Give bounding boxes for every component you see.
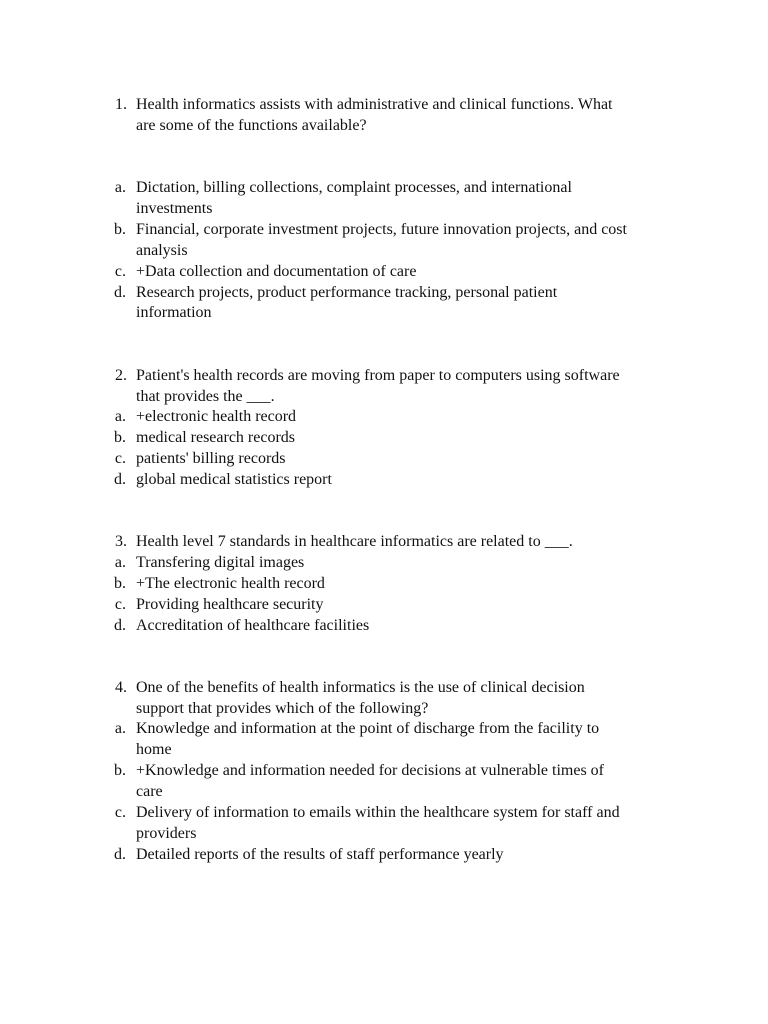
question-text: Health level 7 standards in healthcare informatics are related to ___. <box>136 533 573 550</box>
option-letter: d. <box>114 846 126 863</box>
question-1-option-a-cont <box>0 198 768 219</box>
option-text: Delivery of information to emails within the healthcare system for staff and <box>136 804 620 821</box>
option-letter: d. <box>114 617 126 634</box>
option-text: Research projects, product performance tracking, personal patient <box>136 284 558 301</box>
question-text: One of the benefits of health informatics is the use of clinical decision <box>136 679 585 696</box>
option-text: Knowledge and information at the point of discharge from the facility to <box>136 720 600 737</box>
question-3-option-b <box>0 573 768 594</box>
question-4-option-b <box>0 760 768 781</box>
option-letter: a. <box>114 408 126 425</box>
question-text: Health informatics assists with administrative and clinical functions. What <box>136 96 613 113</box>
question-1-option-d-cont <box>0 302 768 323</box>
question-2-option-c <box>0 448 768 469</box>
option-text: patients' billing records <box>136 450 286 467</box>
question-1-option-a <box>0 177 768 198</box>
question-2-option-a <box>0 406 768 427</box>
question-text: Patient's health records are moving from paper to computers using software <box>136 367 620 384</box>
option-letter: c. <box>114 596 126 613</box>
question-4-stem-line-2 <box>0 698 768 719</box>
question-number: 1. <box>115 96 127 113</box>
question-number: 3. <box>115 533 127 550</box>
question-3-option-a <box>0 552 768 573</box>
option-letter: b. <box>114 221 126 238</box>
option-text: home <box>136 741 172 758</box>
question-1-option-b-cont <box>0 240 768 261</box>
question-4-option-c-cont <box>0 823 768 844</box>
option-letter: b. <box>114 762 126 779</box>
option-text: Providing healthcare security <box>136 596 324 613</box>
option-text: medical research records <box>136 429 296 446</box>
option-letter: b. <box>114 575 126 592</box>
question-number: 2. <box>115 367 127 384</box>
question-4-option-d <box>0 844 768 865</box>
question-2-option-d <box>0 469 768 490</box>
question-4-stem-line-1 <box>0 677 768 698</box>
option-letter: b. <box>114 429 126 446</box>
option-text: care <box>136 783 163 800</box>
option-text: analysis <box>136 242 188 259</box>
option-text: +Knowledge and information needed for decisions at vulnerable times of <box>136 762 604 779</box>
option-text: Dictation, billing collections, complaint processes, and international <box>136 179 572 196</box>
option-letter: d. <box>114 471 126 488</box>
question-1-stem-line-1 <box>0 94 768 115</box>
question-text: that provides the ___. <box>136 388 275 405</box>
option-text: +electronic health record <box>136 408 297 425</box>
option-letter: a. <box>114 554 126 571</box>
option-letter: c. <box>114 263 126 280</box>
option-text: investments <box>136 200 213 217</box>
question-1-option-c <box>0 261 768 282</box>
question-3-stem-line-1 <box>0 531 768 552</box>
question-4-option-c <box>0 802 768 823</box>
option-letter: c. <box>114 804 126 821</box>
option-letter: a. <box>114 179 126 196</box>
question-4-option-a-cont <box>0 739 768 760</box>
option-text: +Data collection and documentation of care <box>136 263 417 280</box>
question-3-option-d <box>0 615 768 636</box>
option-text: +The electronic health record <box>136 575 325 592</box>
question-2-stem-line-2 <box>0 386 768 407</box>
option-letter: a. <box>114 720 126 737</box>
option-letter: d. <box>114 284 126 301</box>
question-4-option-a <box>0 718 768 739</box>
option-text: information <box>136 304 212 321</box>
question-2-stem-line-1 <box>0 365 768 386</box>
question-1-option-d <box>0 282 768 303</box>
question-text: are some of the functions available? <box>136 117 367 134</box>
question-3-option-c <box>0 594 768 615</box>
question-4-option-b-cont <box>0 781 768 802</box>
option-text: global medical statistics report <box>136 471 332 488</box>
option-text: Financial, corporate investment projects, future innovation projects, and cost <box>136 221 627 238</box>
option-text: providers <box>136 825 197 842</box>
option-letter: c. <box>114 450 126 467</box>
option-text: Detailed reports of the results of staff performance yearly <box>136 846 504 863</box>
question-text: support that provides which of the following? <box>136 700 429 717</box>
question-2-option-b <box>0 427 768 448</box>
option-text: Transfering digital images <box>136 554 305 571</box>
question-1-option-b <box>0 219 768 240</box>
question-number: 4. <box>115 679 127 696</box>
option-text: Accreditation of healthcare facilities <box>136 617 370 634</box>
question-1-stem-line-2 <box>0 115 768 136</box>
